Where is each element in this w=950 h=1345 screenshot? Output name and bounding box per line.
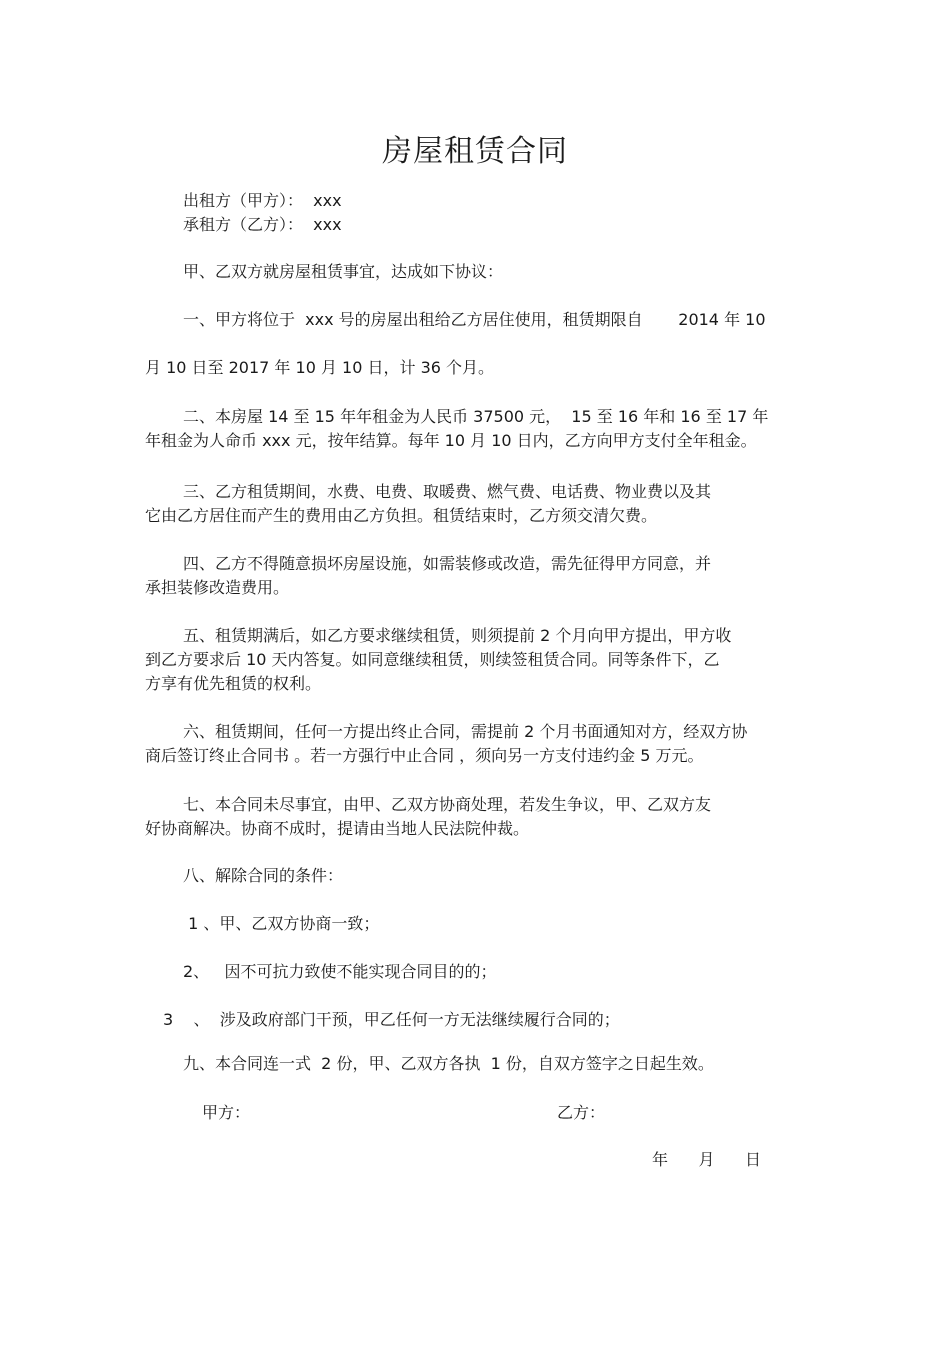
clause-7-line-2: 好协商解决。协商不成时，提请由当地人民法院仲裁。 (145, 819, 530, 838)
clause-8-heading: 八、解除合同的条件： (183, 866, 344, 885)
clause-4-line-1: 四、乙方不得随意损坏房屋设施，如需装修或改造，需先征得甲方同意，并 (183, 554, 712, 573)
clause-6-line-2: 商后签订终止合同书 。若一方强行中止合同 ，须向另一方支付违约金 5 万元。 (145, 746, 704, 765)
lessor-line: 出租方（甲方）： xxx (183, 191, 342, 210)
clause-5-line-2: 到乙方要求后 10 天内答复。如同意继续租赁，则续签租赁合同。同等条件下，乙 (145, 650, 720, 669)
clause-2 (145, 405, 815, 453)
clause-1-continued (145, 356, 815, 380)
clause-6-line-1: 六、租赁期间，任何一方提出终止合同，需提前 2 个月书面通知对方，经双方协 (183, 722, 748, 741)
clause-3-line-1: 三、乙方租赁期间，水费、电费、取暖费、燃气费、电话费、物业费以及其 (183, 482, 712, 501)
clause-3 (145, 480, 815, 528)
clause-8-item-3: 3 、 涉及政府部门干预，甲乙任何一方无法继续履行合同的； (163, 1010, 620, 1029)
signature-date: 年 月 日 (652, 1150, 762, 1169)
clause-7-line-1: 七、本合同未尽事宜，由甲、乙双方协商处理，若发生争议，甲、乙双方友 (183, 795, 712, 814)
clause-4-line-2: 承担装修改造费用。 (145, 578, 290, 597)
clause-1-line-2: 月 10 日至 2017 年 10 月 10 日，计 36 个月。 (145, 358, 495, 377)
clause-2-line-2: 年租金为人命币 xxx 元，按年结算。每年 10 月 10 日内，乙方向甲方支付全年租金。 (145, 431, 757, 450)
intro-line: 甲、乙双方就房屋租赁事宜，达成如下协议： (183, 262, 504, 281)
clause-1 (145, 308, 815, 332)
clause-4 (145, 552, 815, 600)
party-a-signature-label: 甲方： (202, 1103, 251, 1122)
clause-5 (145, 624, 815, 696)
lessee-line: 承租方（乙方）： xxx (183, 215, 342, 234)
clause-1-line-1: 一、甲方将位于 xxx 号的房屋出租给乙方居住使用，租赁期限自 2014 年 10 (183, 310, 766, 329)
clause-3-line-2: 它由乙方居住而产生的费用由乙方负担。租赁结束时，乙方须交清欠费。 (145, 506, 658, 525)
clause-6 (145, 720, 815, 768)
clause-5-line-3: 方享有优先租赁的权利。 (145, 674, 322, 693)
clause-8-item-1: 1 、甲、乙双方协商一致； (183, 914, 380, 933)
clause-5-line-1: 五、租赁期满后，如乙方要求继续租赁，则须提前 2 个月向甲方提出，甲方收 (183, 626, 732, 645)
clause-9: 九、本合同连一式 2 份，甲、乙双方各执 1 份，自双方签字之日起生效。 (183, 1054, 714, 1073)
clause-7 (145, 793, 815, 841)
party-b-signature-label: 乙方： (557, 1103, 606, 1122)
document-title: 房屋租赁合同 (382, 134, 568, 169)
clause-2-line-1: 二、本房屋 14 至 15 年年租金为人民币 37500 元， 15 至 16 年和 16 至 17 年 (183, 407, 769, 426)
clause-8-item-2: 2、 因不可抗力致使不能实现合同目的的； (183, 962, 497, 981)
